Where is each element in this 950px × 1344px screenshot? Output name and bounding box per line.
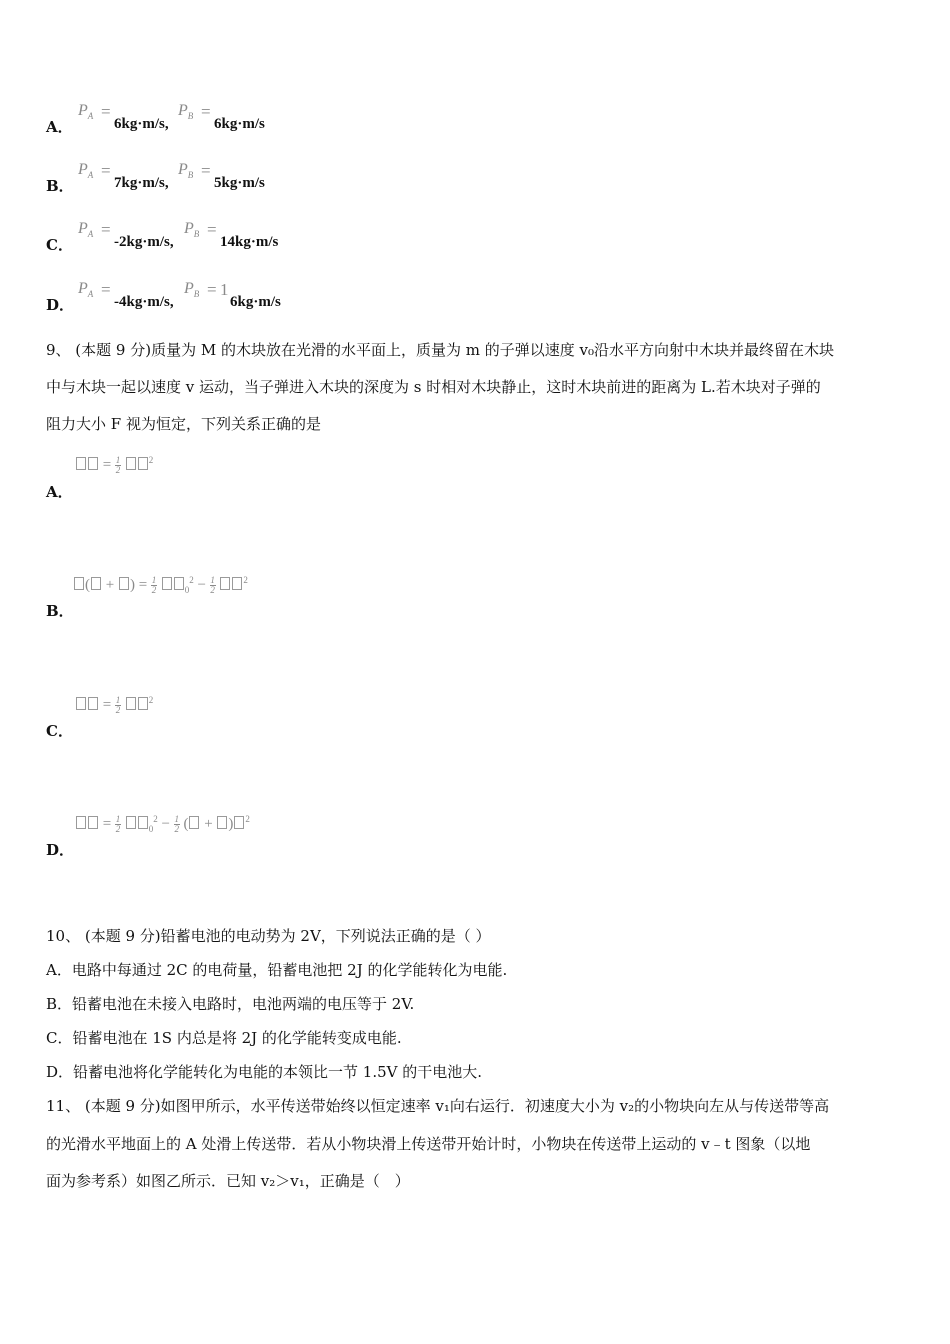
equals-sign: = [101, 102, 111, 121]
equals-sign: = [207, 280, 217, 299]
symbol-pa: $P_A$ [78, 161, 94, 181]
pa-value: 6kg·m/s, [114, 116, 169, 132]
pb-value: 6kg·m/s [214, 116, 265, 132]
option-label: B． [46, 177, 74, 195]
q9-stem-line-3: 阻力大小 F 视为恒定，下列关系正确的是 [46, 415, 321, 433]
equals-sign: = [101, 220, 111, 239]
symbol-pb: $P_B$ [184, 280, 200, 300]
q10-option-d: D．铅蓄电池将化学能转化为电能的本领比一节 1.5V 的干电池大. [46, 1063, 483, 1081]
q10-option-a: A．电路中每通过 2C 的电荷量，铅蓄电池把 2J 的化学能转化为电能. [46, 961, 508, 979]
option-label: D． [46, 296, 75, 314]
equals-sign: = [201, 102, 211, 121]
q9-stem-line-1: 9、 (本题 9 分)质量为 M 的木块放在光滑的水平面上，质量为 m 的子弹以速度 v₀沿水平方向射中木块并最终留在木块 [46, 341, 835, 359]
equals-sign: = [207, 220, 217, 239]
symbol-pa: $P_A$ [78, 220, 94, 240]
q10-option-c: C．铅蓄电池在 1S 内总是将 2J 的化学能转变成电能. [46, 1029, 402, 1047]
q9-option-b-label: B． [46, 602, 74, 620]
option-label: C． [46, 236, 73, 254]
pb-value: 6kg·m/s [230, 294, 281, 310]
q9-formula-d: = $\frac{1}{2}$ $_0^2$ − $\frac{1}{2}$ ( + ) $^2$ [75, 814, 250, 834]
q11-stem-line-1: 11、 (本题 9 分)如图甲所示，水平传送带始终以恒定速率 v₁向右运行．初速度大小为 v₂的小物块向左从与传送带等高 [46, 1097, 830, 1115]
q10-option-b: B．铅蓄电池在未接入电路时，电池两端的电压等于 2V. [46, 995, 415, 1013]
equals-sign: = [101, 280, 111, 299]
q9-formula-b: ( + ) = $\frac{1}{2}$ $_0^2$ − $\frac{1}{2}$ $^2$ [73, 575, 248, 595]
q9-option-d-label: D． [46, 841, 75, 859]
q11-stem-line-3: 面为参考系）如图乙所示．已知 v₂＞v₁，正确是（ ） [46, 1172, 410, 1190]
q10-stem: 10、 (本题 9 分)铅蓄电池的电动势为 2V，下列说法正确的是（ ） [46, 927, 491, 945]
symbol-pa: $P_A$ [78, 102, 94, 122]
equals-sign: = [201, 161, 211, 180]
pa-value: 7kg·m/s, [114, 175, 169, 191]
option-label: A． [46, 118, 73, 136]
q9-option-c-label: C． [46, 722, 73, 740]
q9-formula-a: = $\frac{1}{2}$ $^2$ [75, 455, 153, 475]
pa-value: -2kg·m/s, [114, 234, 174, 250]
q9-option-a-label: A． [46, 483, 73, 501]
pb-prefix: 1 [220, 280, 229, 299]
pb-value: 5kg·m/s [214, 175, 265, 191]
pa-value: -4kg·m/s, [114, 294, 174, 310]
equals-sign: = [101, 161, 111, 180]
symbol-pb: $P_B$ [178, 161, 194, 181]
q9-formula-c: = $\frac{1}{2}$ $^2$ [75, 695, 153, 715]
symbol-pb: $P_B$ [184, 220, 200, 240]
symbol-pb: $P_B$ [178, 102, 194, 122]
q11-stem-line-2: 的光滑水平地面上的 A 处滑上传送带．若从小物块滑上传送带开始计时，小物块在传送带上运动的 v﹣t 图象（以地 [46, 1135, 811, 1153]
q9-stem-line-2: 中与木块一起以速度 v 运动，当子弹进入木块的深度为 s 时相对木块静止，这时木块前进的距离为 L.若木块对子弹的 [46, 378, 821, 396]
symbol-pa: $P_A$ [78, 280, 94, 300]
pb-value: 14kg·m/s [220, 234, 279, 250]
